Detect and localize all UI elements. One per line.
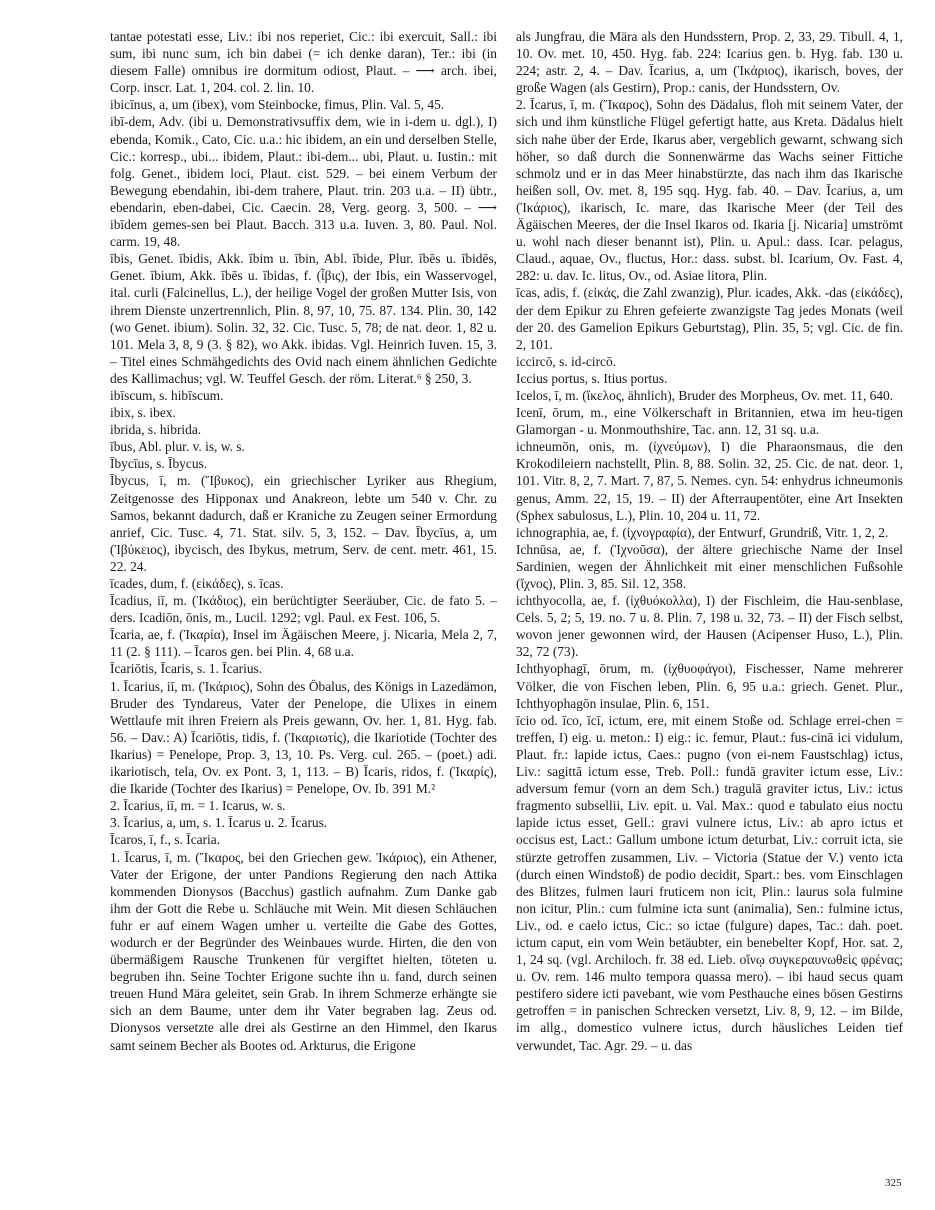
entry: ibicīnus, a, um (ibex), vom Steinbocke, fimus, Plin. Val. 5, 45. — [110, 97, 445, 113]
entry: īcas, adis, f. (εἰκάς, die Zahl zwanzig), Plur. icades, Akk. -das (εἰκάδες), der dem Epikur zu Ehren gefeierte zwanzigste Tag jedes Monats (weil der 20. des Gamelion Epikurs Geburtstag), Plin. 35, 5; vgl. Cic. de fin. 2, 101. — [516, 285, 903, 352]
entry: iccircō, s. id-circō. — [516, 353, 617, 369]
entry: als Jungfrau, die Mära als den Hundsstern, Prop. 2, 33, 29. Tibull. 4, 1, 10. Ov. met. 10, 450. Hyg. fab. 224: Icarius gen. b. Hyg. fab. 130 u. 224; astr. 2, 4. – Dav. Īcarius, a, um (Ἰκάριος), ikarisch, boves, der große Wagen (als Gestirn), Prop.: canis, der Hundsstern, Ov. — [516, 29, 903, 96]
entry: tantae potestati esse, Liv.: ibi nos reperiet, Cic.: ibi exercuit, Sall.: ibi sum, ibi nunc sum, ich bin dabei (= ich denke daran), Ter.: ibi (in diesem Falle) omnibus ire dormitum odiost, Plaut. – ⟶ arch. ibei, Corp. inscr. Lat. 1, 204. col. 2. lin. 10. — [110, 29, 497, 96]
entry: īcades, dum, f. (εἰκάδες), s. īcas. — [110, 576, 284, 591]
entry: ibī-dem, Adv. (ibi u. Demonstrativsuffix dem, wie in i-dem u. dgl.), I) ebenda, Komik., Cato, Cic. u.a.: hic ibidem, an ein und derselben Stelle, Cic.: korresp., ubi... ibidem, Plaut.: ibi-dem... ubi, Plaut. u. Iustin.: mit folg. Genet., ibidem loci, Plaut. cist. 529. – bei einem Verbum der Bewegung ebendahin, ibi-dem trahere, Plaut. trin. 203 u.a. – II) übtr., ebendarin, eben-dabei, Cic. Caecin. 28, Verg. georg. 3, 500. – ⟶ ibīdem gemes-sen bei Plaut. Bacch. 313 u.a. Iuven. 3, 80. Paul. Nol. carm. 19, 48. — [110, 114, 497, 250]
entry: Ībycīus, s. Ībycus. — [110, 456, 208, 472]
entry: ichnographia, ae, f. (ἰχνογραφία), der Entwurf, Grundriß, Vitr. 1, 2, 2. — [516, 524, 889, 540]
left-column — [110, 28, 497, 1054]
entry: ichthyocolla, ae, f. (ἰχθυόκολλα), I) der Fischleim, die Hau-senblase, Cels. 5, 2; 5, 19. no. 7 u. 8. Plin. 7, 198 u. 32, 73. – II) der Fisch selbst, wovon jener gewonnen wird, der Hausen (Acipenser Huso, L.), Plin. 32, 72 (73). — [516, 593, 903, 660]
entry: ibīscum, s. hibīscum. — [110, 387, 224, 403]
page-number: 325 — [885, 1177, 902, 1189]
entry: Īcaros, ī, f., s. Īcaria. — [110, 832, 221, 848]
entry: Ichthyophagī, ōrum, m. (ἰχθυοφάγοι), Fischesser, Name mehrerer Völker, die von Fischen leben, Plin. 6, 95 u.a.: griech. Genet. Plur., Ichthyophagōn insulae, Plin. 6, 151. — [516, 661, 903, 711]
entry: ichneumōn, onis, m. (ἰχνεύμων), I) die Pharaonsmaus, die den Krokodileiern nachstellt, Plin. 8, 88. Solin. 32, 25. Cic. de nat. deor. 1, 101. Vitr. 8, 2, 7. Mart. 7, 87, 5. Nemes. cyn. 54: enhydrus ichneumonis genus, Amm. 22, 15, 19. – II) der Afterraupentöter, eine Art Insekten (Sphex sabulosus, L.), Plin. 10, 204 u. 11, 72. — [516, 439, 903, 523]
entry: Iccius portus, s. Itius portus. — [516, 370, 668, 386]
entry: 1. Īcarus, ī, m. (Ἴκαρος, bei den Griechen gew. Ἰκάριος), ein Athener, Vater der Erigone, der unter Pandions Regierung den nach Attika kommenden Dionysos (Bacchus) gastlich aufnahm. Zum Danke gab ihm der Gott die Rebe u. Schläuche mit Wein. Mit diesen Schläuchen fuhr er auf einem Wagen umher u. verteilte die Gabe des Gottes, wodurch er der Begründer des Weinbaues wurde. Hirten, die den von übermäßigem Rausche Trunkenen für vergiftet hielten, töteten u. begruben ihn. Seine Tochter Erigone suchte ihn u. fand, durch seinen treuen Hund Mära geleitet, sein Grab. In ihrem Schmerze erhängte sie sich an dem Baume, unter dem ihr Vater begraben lag. Zeus od. Dionysos versetzte alle drei als Gestirne an den Himmel, den Ikarus samt seinem Becher als Bootes od. Arkturus, die Erigone — [110, 849, 497, 1053]
right-column — [516, 28, 903, 1054]
entry: Ichnūsa, ae, f. (Ἰχνοῦσα), der ältere griechische Name der Insel Sardinien, wegen der Ähnlichkeit mit einer menschlichen Fußsohle (ἴχνος), Plin. 3, 85. Sil. 12, 358. — [516, 541, 903, 591]
entry: Icelos, ī, m. (ἴκελος, ähnlich), Bruder des Morpheus, Ov. met. 11, 640. — [516, 387, 894, 403]
entry: Icenī, ōrum, m., eine Völkerschaft in Britannien, etwa im heu-tigen Glamorgan - u. Monmouthshire, Tac. ann. 12, 31 sq. u.a. — [516, 405, 903, 438]
entry: Īcaria, ae, f. (Ἰκαρία), Insel im Ägäischen Meere, j. Nicaria, Mela 2, 7, 11 (2. § 111). – Īcaros gen. bei Plin. 4, 68 u.a. — [110, 627, 497, 660]
entry: ibrida, s. hibrida. — [110, 422, 202, 438]
entry: ībus, Abl. plur. v. is, w. s. — [110, 439, 245, 455]
entry: Īcariōtis, Īcaris, s. 1. Īcarius. — [110, 661, 263, 677]
entry: Īcadius, iī, m. (Ἰκάδιος), ein berüchtigter Seeräuber, Cic. de fato 5. – ders. Icadiōn, ōnis, m., Lucil. 1292; vgl. Paul. ex Fest. 106, 5. — [110, 593, 497, 626]
entry: īcio od. īco, īcī, ictum, ere, mit einem Stoße od. Schlage errei-chen = treffen, I) eig. u. meton.: I) eig.: ic. femur, Plaut.: fus-cinā ici vidulum, Plaut. fr.: lapide ictus, Caes.: pugno (von ei-nem Faustschlag) ictus, Liv.: sagittā ictum esse, Treb. Poll.: fundā graviter ictum esse, Liv.: adversum femur (vorn an dem Sch.) tragulā graviter ictus, Liv.: ictus fragmento subsellii, Liv. epit. u. Val. Max.: quod e tabulato eius noctu lapide ictus esset, Gell.: gravi vulnere ictus, Liv.: ab apro ictus et occisus est, Lact.: Gallum umbone ictum deturbat, Liv.: corruit icta, sie stürzte getroffen zusammen, Liv. – Victoria (Statue der V.) vento icta (durch einen Windstoß) de podio decidit, Spart.: bes. vom Einschlagen des Blitzes, fulmen lauri fruticem non icit, Plin.: laurus sola fulmine non icitur, Plin.: cum fulmine icta sunt (animalia), Sen.: fulmine ictus, Liv., od. e caelo ictus, Cic.: so ictae (fulgure) dapes, Tac.: dah. poet. ictum caput, ein vom Wein betäubter, ein benebelter Kopf, Hor. sat. 2, 1, 24 sq. (vgl. Archiloch. fr. 38 ed. Lieb. οἴνῳ συγκεραυνωθεὶς φρένας; u. Ov. rem. 146 multo tempora quassa mero). – ibi haud secus quam pestifero sidere icti pavebant, wie vom Pesthauche eines bösen Gestirns getroffen = in panischen Schrecken versetzt, Liv. 8, 9, 12. – im Bilde, im allg., domestico vulnere ictus, durch häusliches Leiden tief verwundet, Tac. Agr. 29. – u. das — [516, 712, 903, 1053]
entry: 1. Īcarius, iī, m. (Ἰκάριος), Sohn des Öbalus, des Königs in Lazedämon, Bruder des Tyndareus, Vater der Penelope, die Ulixes in einem Wettlaufe mit ihren Freiern als Preis gewann, Ov. her. 1, 81. Hyg. fab. 56. – Dav.: A) Īcariōtis, tidis, f. (Ἰκαριωτίς), die Ikariotide (Tochter des Ikarius) = Penelope, Prop. 3, 13, 10. Ps. Verg. cul. 265. – (poet.) adi. ikariotisch, tela, Ov. ex Pont. 3, 1, 113. – B) Īcaris, ridos, f. (Ἰκαρίς), die Ikaride (Tochter des Ikarius) = Penelope, Ov. Ib. 391 M.² — [110, 678, 497, 797]
entry: 3. Īcarius, a, um, s. 1. Īcarus u. 2. Īcarus. — [110, 815, 328, 831]
entry: ibix, s. ibex. — [110, 405, 176, 421]
entry: Ībycus, ī, m. (Ἴβυκος), ein griechischer Lyriker aus Rhegium, Zeitgenosse des Hipponax und Anakreon, lebte um 540 v. Chr. zu Samos, bekannt dadurch, daß er Kraniche zu Zeugen seiner Ermordung anrief, Cic. Tusc. 4, 71. Stat. silv. 5, 3, 152. – Dav. Ībycīus, a, um (Ἰβύκειος), ibycisch, des Ibykus, metrum, Serv. de cent. metr. 461, 15. 22. 24. — [110, 473, 497, 574]
entry: ībis, Genet. ībidis, Akk. ībim u. ībin, Abl. ībide, Plur. ībēs u. ībidēs, Genet. ībium, Akk. ībēs u. ībidas, f. (ἶβις), der Ibis, ein Wasservogel, ital. curli (Falcinellus, L.), der heilige Vogel der großen Mutter Isis, von ihrem Dienste unzertrennlich, Plin. 8, 97, 10, 75. 87. 134. Plin. 30, 142 (wo Genet. ibium). Solin. 32, 32. Cic. Tusc. 5, 78; de nat. deor. 1, 82 u. 101. Mela 3, 8, 9 (3. § 82), wo Akk. ibidas. Vgl. Heinrich Iuven. 15, 3. – Titel eines Schmähgedichts des Ovid nach einem ähnlichen Gedichte des Kallimachus; vgl. W. Teuffel Gesch. der röm. Literat.⁶ § 250, 3. — [110, 251, 497, 386]
entry: 2. Īcarus, ī, m. (Ἴκαρος), Sohn des Dädalus, floh mit seinem Vater, der sich und ihm künstliche Flügel gefertigt hatte, aus Kreta. Dädalus hielt sich nahe über der Erde, Ikarus aber, vergeblich gewarnt, schwang sich höher, so daß durch die Sonnenwärme das Wachs seiner Fittiche schmolz und er in das Meer hinabstürzte, das nach ihm das Ikarische heißen soll, Ov. met. 8, 195 sqq. Hyg. fab. 40. – Dav. Īcarius, a, um (Ἰκάριος), ikarisch, Ic. mare, das Ikarische Meer (der Teil des Ägäischen Meeres, der die Insel Ikaros od. Ikaria [j. Nicaria] umströmt u. wohl nach dieser benannt ist), Plin. u. Apul.: dass. Icar. pelagus, Claud., aquae, Ov., fluctus, Hor.: dass. subst. bl. Icarium, Ov. Fast. 4, 282: u. dav. Ic. litus, Ov., od. Asiae litora, Plin. — [516, 97, 903, 284]
entry: 2. Īcarius, iī, m. = 1. Icarus, w. s. — [110, 798, 286, 814]
